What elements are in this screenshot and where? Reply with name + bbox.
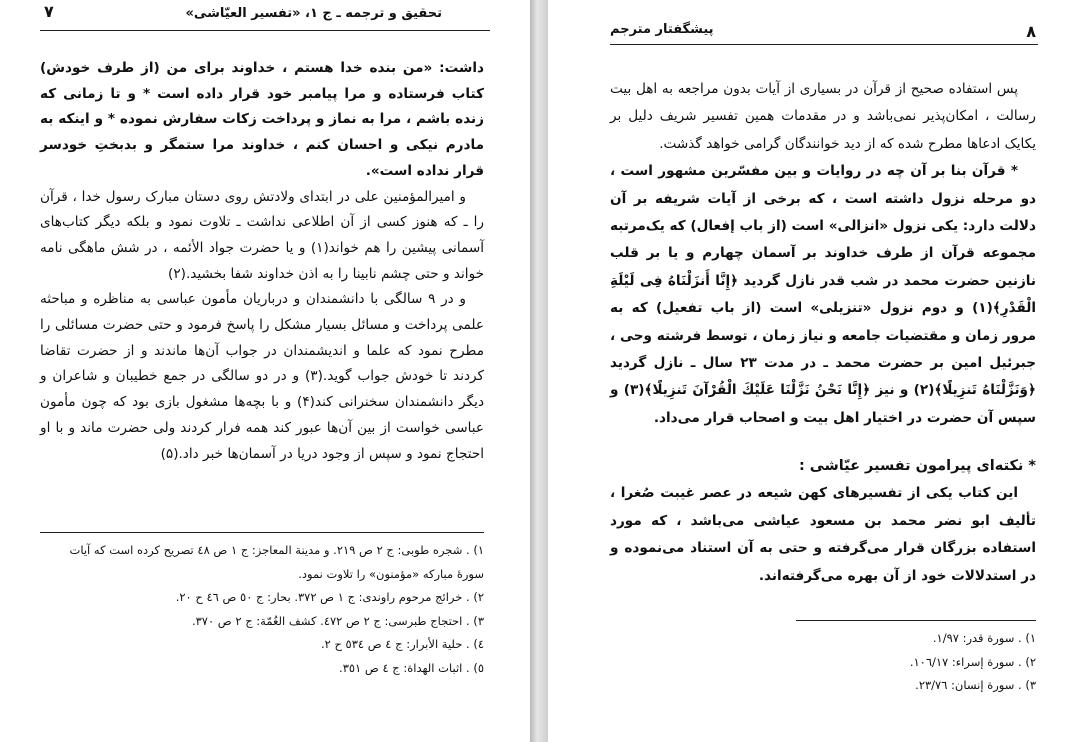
paragraph: و امیرالمؤمنین علی در ابتدای ولادتش روی دستان مبارک رسول خدا ، قرآن را ـ که هنوز کسی از آن اطلاعی نداشت ـ تلاوت نمود و بلکه دیگر کتاب‌های آسمانی پیشین را هم خواند(۱) و یا حضرت جواد الأئمه ، در شش ماهگی نامه خواند و حتی چشم نابینا را به اذن خداوند شفا بخشید.(۲) [40,188,484,282]
page-number: ۷ [44,2,54,21]
footnotes [796,620,1036,698]
footnote: ٤) . حلیة الأبرار: ج ٤ ص ٥۳٤ ح ۲. [320,637,484,651]
footnote: ٥) . اثبات الهداة: ج ٤ ص ۳٥۱. [339,660,484,675]
running-title: پیشگفتار مترجم [610,22,714,37]
page-header [40,0,490,31]
section-heading: * نکته‌ای پیرامون تفسیر عیّاشی : [798,458,1036,475]
paragraph: پس استفاده صحیح از قرآن در بسیاری از آیات بدون مراجعه به اهل بیت رسالت ، امکان‌پذیر نمی‌باشد و در مقدمات همین تفسیر شریف دلیل بر یکایک ادعاها مطرح شده که از دید خوانندگان گرامی خواهد گذشت. [610,81,1036,152]
footnote: ۳) . سورة إنسان: ۲۳/۷٦. [915,678,1036,692]
page-header [610,16,1038,45]
running-title: تحقیق و ترجمه ـ ج ۱، «تفسیر العیّاشی» [185,6,442,21]
page-number: ۸ [1026,22,1036,41]
right-page [548,0,1070,742]
paragraph: * قرآن بنا بر آن چه در روایات و بین مفسّرین مشهور است ، دو مرحله نزول داشته است ، که برخی از آیات شریفه بر آن دلالت دارد: یکی نزول «انزالی» است (از باب إفعال) که یک‌مرتبه مجموعه قرآن از طرف خداوند بر آسمان چهارم و یا بر قلب نازنین حضرت محمد در شب قدر نازل گردید ﴿إِنَّا أَنزَلْنَاهُ فِی لَیْلَةِ الْقَدْرِ﴾(۱) و دوم نزول «تنزیلی» است (از باب تفعیل) که به مرور زمان و مقتضیات جامعه و نیاز زمان ، توسط فرشته وحی ، جبرئیل امین بر حضرت محمد ـ در مدت ۲۳ سال ـ نازل گردید ﴿وَنَزَّلْنَاهُ تَنزِیلًا﴾(۲) و نیز ﴿إِنَّا نَحْنُ نَزَّلْنَا عَلَیْكَ الْقُرْآنَ تَنزِیلًا﴾(۳) و سپس آن حضرت در اختیار اهل بیت و اصحاب قرار می‌داد. [610,163,1037,426]
body-text [610,76,1036,590]
paragraph: این کتاب یکی از تفسیرهای کهن شیعه در عصر غیبت صُغرا ، تألیف ابو نضر محمد بن مسعود عیاشی می‌باشد ، که مورد استفاده بزرگان قرار می‌گرفته و حتی به آن استناد می‌نموده و در استدلالات خود از آن بهره می‌گرفته‌اند. [610,485,1036,584]
left-page [0,0,530,742]
footnotes [40,532,484,680]
paragraph-quote: داشت: «من بنده خدا هستم ، خداوند برای من (از طرف خودش) کتاب فرستاده و مرا پیامبر خود قرار داده است * و تا زمانی که زنده باشم ، مرا به نماز و پرداخت زکات سفارش نموده * و اینکه به مادرم نیکی و احسان کنم ، خداوند مرا ستمگر و بدبختِ خودسر قرار نداده است». [40,60,484,179]
footnote: ۲) . خرائج مرحوم راوندی: ج ۱ ص ۳۷۲. بحار: ج ٥٠ ص ٤٦ ح ۲٠. [175,590,484,604]
book-spine [530,0,548,742]
footnote: ۲) . سورة إسراء: ۱٠٦/۱۷. [909,654,1036,669]
footnote: ۳) . احتجاج طبرسی: ج ۲ ص ٤۷۲. کشف الغُمّة: ج ۲ ص ۳۷٠. [191,613,484,628]
footnote: ۱) . شجره طوبی: ج ۲ ص ۲۱۹. و مدینة المعاجز: ج ۱ ص ٤٨ تصریح کرده است که آیات سورهٔ مبارکه «مؤمنون» را تلاوت نمود. [69,543,484,581]
body-text [40,56,484,467]
footnote: ۱) . سورة قدر: ۱/۹۷. [932,631,1036,645]
paragraph: و در ۹ سالگی با دانشمندان و درباریان مأمون عباسی به مناظره و مباحثه علمی پرداخت و مسائل بسیار مشکل را پاسخ فرمود و حتی حضرت مسائلی را مطرح نمود که علما و اندیشمندان در جواب آن‌ها ماندند و از حضرت تقاضا کردند تا خودش جواب گوید.(۳) و در دو سالگی در جمع خطیبان و شاعران و دیگر دانشمندان سخنرانی کند(۴) و با بچه‌ها مشغول بازی بود که چون مأمون عباسی خواست از بین آن‌ها عبور کند همه فرار کردند ولی حضرت ماند و با او احتجاج نمود و سپس از وجود دریا در آسمان‌ها خبر داد.(۵) [40,291,485,462]
